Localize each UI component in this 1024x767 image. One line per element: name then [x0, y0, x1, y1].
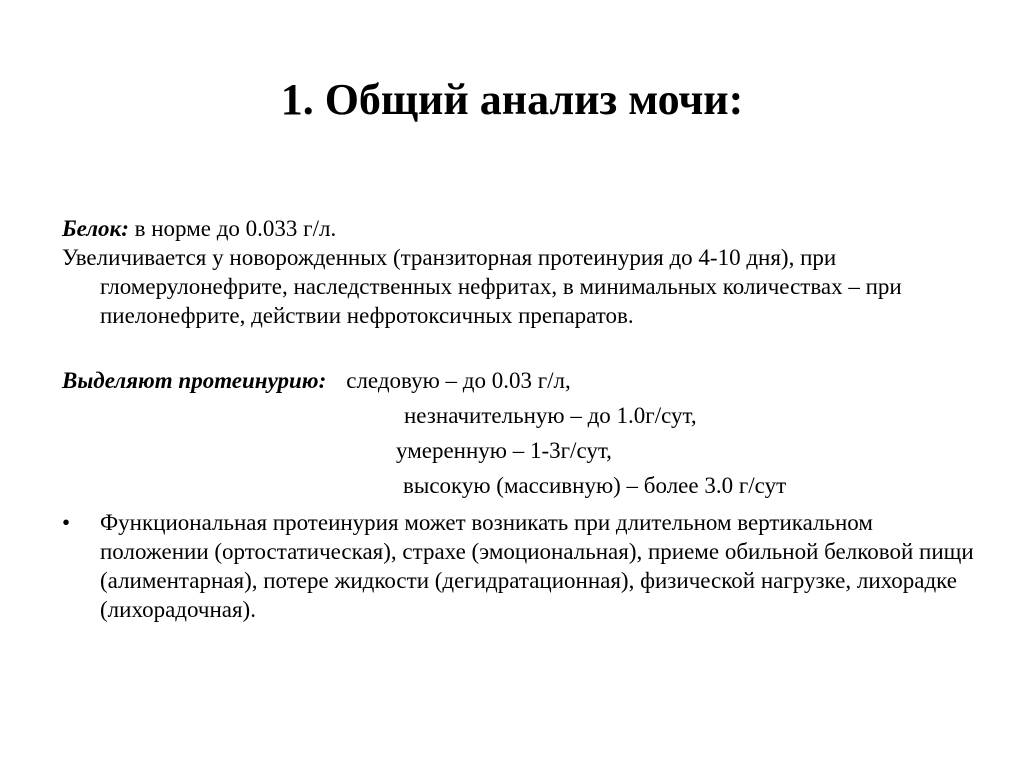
protein-label: Белок:: [62, 216, 129, 241]
proteinuria-level-high: высокую (массивную) – более 3.0 г/сут: [403, 473, 787, 498]
proteinuria-level-moderate: умеренную – 1-3г/сут,: [396, 438, 612, 463]
slide-title: 1. Общий анализ мочи:: [280, 75, 744, 124]
functional-proteinuria-item: [62, 508, 982, 624]
protein-norm-text: в норме до 0.033 г/л.: [128, 216, 337, 241]
proteinuria-level-minor: незначительную – до 1.0г/сут,: [404, 403, 697, 428]
proteinuria-level-trace: следовую – до 0.03 г/л,: [346, 368, 571, 393]
bullet-icon: •: [62, 510, 71, 535]
protein-norm-line: [62, 214, 982, 243]
functional-proteinuria-text: Функциональная протеинурия может возникать при длительном вертикальном положении (ортостатическая), страхе (эмоциональная), приеме обильной белковой пищи (алиментарная), потере жидкости (дегидратационная), физической нагрузке, лихорадке (лихорадочная).: [100, 510, 974, 622]
proteinuria-label: Выделяют протеинурию: [62, 368, 319, 393]
slide-body: [62, 214, 982, 624]
protein-increase-paragraph: Увеличивается у новорожденных (транзиторная протеинурия до 4-10 дня), при гломерулонефрите, наследственных нефритах, в минимальных количествах – при пиелонефрите, действии нефротоксичных препаратов.: [62, 245, 902, 328]
spacer: [62, 330, 982, 366]
proteinuria-colon: :: [318, 368, 327, 393]
proteinuria-heading-line: [62, 366, 982, 395]
